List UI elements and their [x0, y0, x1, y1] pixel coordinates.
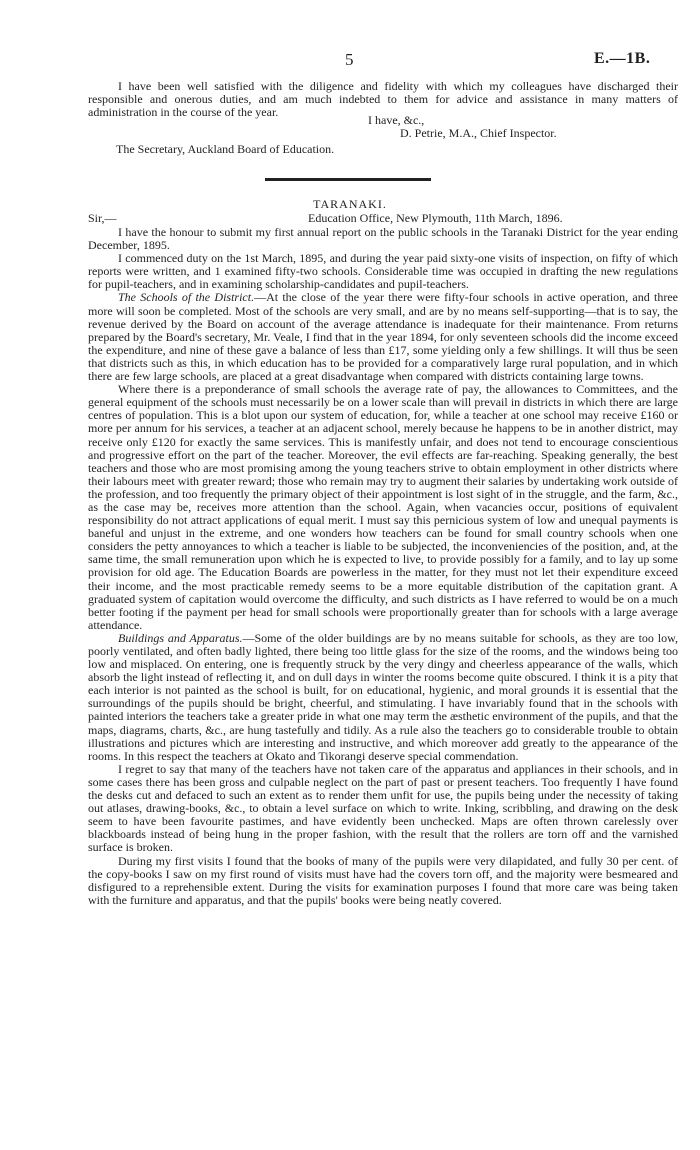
paragraph: [88, 632, 678, 763]
paragraph-heading: Buildings and Apparatus.: [118, 630, 243, 645]
closing-line: I have, &c.,: [368, 113, 425, 127]
closing-block: [88, 114, 678, 156]
paragraph-text: —Some of the older buildings are by no means suitable for schools, as they are too low, poorly ventilated, and often badly lighted, there being too little glass for the size of the rooms, and the windows being too low and misplaced. On entering, one is frequently struck by the very dingy and cheerless appearance of the walls, which absorb the light instead of reflecting it, and on dull days in winter the rooms become quite obscured. I think it is a pity that each interior is not painted as the school is built, for on educational, hygienic, and moral grounds it is essential that the surroundings of the pupils should be bright, cheerful, and stimulating. I have invariably found that in the schools with painted interiors the teachers take a greater pride in what one may term the æsthetic environment of the pupils, and that the maps, diagrams, charts, &c., are hung tastefully and tidily. As a rule also the teachers go to considerable trouble to obtain illustrations and pictures which are interesting and instructive, and which moreover add greatly to the appearance of the rooms. In this respect the teachers at Okato and Tikorangi deserve special commendation.: [88, 630, 678, 763]
paragraph-heading: The Schools of the District.: [118, 290, 255, 305]
document-reference: E.—1B.: [594, 50, 651, 67]
opening-paragraph: I have been well satisfied with the diligence and fidelity with which my colleagues have discharged their responsible and onerous duties, and am much indebted to them for advice and assistance in many matters of administration in the course of the year.: [88, 79, 678, 120]
paragraph: Where there is a preponderance of small schools the average rate of pay, the allowances to Committees, and the general equipment of the schools must necessarily be on a lower scale than will prevail in districts in which there are large centres of population. This is a blot upon our system of education, for, while a teacher at one school may receive £160 or more per annum for his services, a teacher at an adjacent school, merely because he happens to be in another district, may receive only £120 for exactly the same services. This is manifestly unfair, and does not tend to encourage conscientious and progressive effort on the part of the teacher. Moreover, the evil effects are far-reaching. Speaking generally, the best teachers and those who are most promising among the young teachers strive to obtain employment in other districts where their labours meet with greater reward; those who remain may try to augment their salaries by undertaking work outside of the profession, and too frequently the primary object of their appointment is lost sight of in the struggle, and the farm, &c., as the case may be, receives more attention than the school. Again, when vacancies occur, positions of equivalent responsibility do not attract applications of equal merit. I must say this pernicious system of low and unequal payments is baneful and unjust in the extreme, and one wonders how teachers can be found for small country schools when one considers the petty annoyances to which a teacher is liable to be subjected, the inconveniencies of the position, and, at the same time, the small remuneration upon which he is expected to live, to provide possibly for a family, and to lay up some provision for old age. The Education Boards are powerless in the matter, for they must not let their expenditure exceed their income, and the most practicable remedy seems to be a more equitable distribution of the capitation grant. A graduated system of capitation would overcome the difficulty, and such districts as I have referred to would be on a much better footing if the payment per head for small schools were proportionally greater than for schools with a large average attendance.: [88, 382, 678, 632]
salutation: Sir,—: [88, 211, 117, 225]
dateline: Education Office, New Plymouth, 11th March, 1896.: [308, 211, 563, 225]
section-divider: [265, 178, 431, 181]
paragraph-text: —At the close of the year there were fifty-four schools in active operation, and three more will soon be completed. Most of the schools are very small, and are by no means self-supporting—that is to say, the revenue derived by the Board on account of the average attendance is inadequate for their maintenance. From returns prepared by the Board's secretary, Mr. Veale, I find that in the year 1894, for only seventeen schools did the income exceed the expenditure, and nine of these gave a balance of less than £17, some yielding only a few shillings. It will thus be seen that districts such as this, in which education has to be provided for a comparatively large rural population, and in which there are few large schools, are placed at a great disadvantage when compared with districts containing large towns.: [88, 290, 679, 384]
section-title: TARANAKI.: [313, 197, 387, 211]
addressee: The Secretary, Auckland Board of Education.: [116, 142, 335, 157]
report-body: [88, 226, 678, 907]
page-header: [0, 50, 700, 70]
paragraph: I commenced duty on the 1st March, 1895, and during the year paid sixty-one visits of inspection, on fifty of which reports were written, and 1 examined fifty-two schools. Considerable time was occupied in drafting the new regulations for pupil-teachers, and in examining scholarship-candidates and pupil-teachers.: [88, 251, 678, 292]
page-number: 5: [345, 50, 354, 69]
paragraph: During my first visits I found that the books of many of the pupils were very dilapidated, and fully 30 per cent. of the copy-books I saw on my first round of visits must have had the covers torn off, and the majority were besmeared and disfigured to a reprehensible extent. During the visits for examination purposes I found that more care was being taken with the furniture and apparatus, and that the pupils' books were being neatly covered.: [88, 853, 678, 907]
paragraph: I regret to say that many of the teachers have not taken care of the apparatus and appliances in their schools, and in some cases there has been gross and culpable neglect on the part of past or present teachers. Too frequently I have found the desks cut and defaced to such an extent as to render them unfit for use, the pupils being under the necessity of taking out atlases, drawing-books, &c., to obtain a level surface on which to write. Inking, scribbling, and drawing on the desk seem to have been favourite pastimes, and have evidently been unchecked. Maps are often thrown carelessly over blackboards instead of being hung in the proper fashion, with the result that the rollers are torn off and the varnished surface is broken.: [88, 761, 678, 855]
paragraph: I have the honour to submit my first annual report on the public schools in the Taranaki District for the year ending December, 1895.: [88, 225, 678, 253]
paragraph: [88, 291, 678, 383]
signatory: D. Petrie, M.A., Chief Inspector.: [400, 126, 557, 141]
